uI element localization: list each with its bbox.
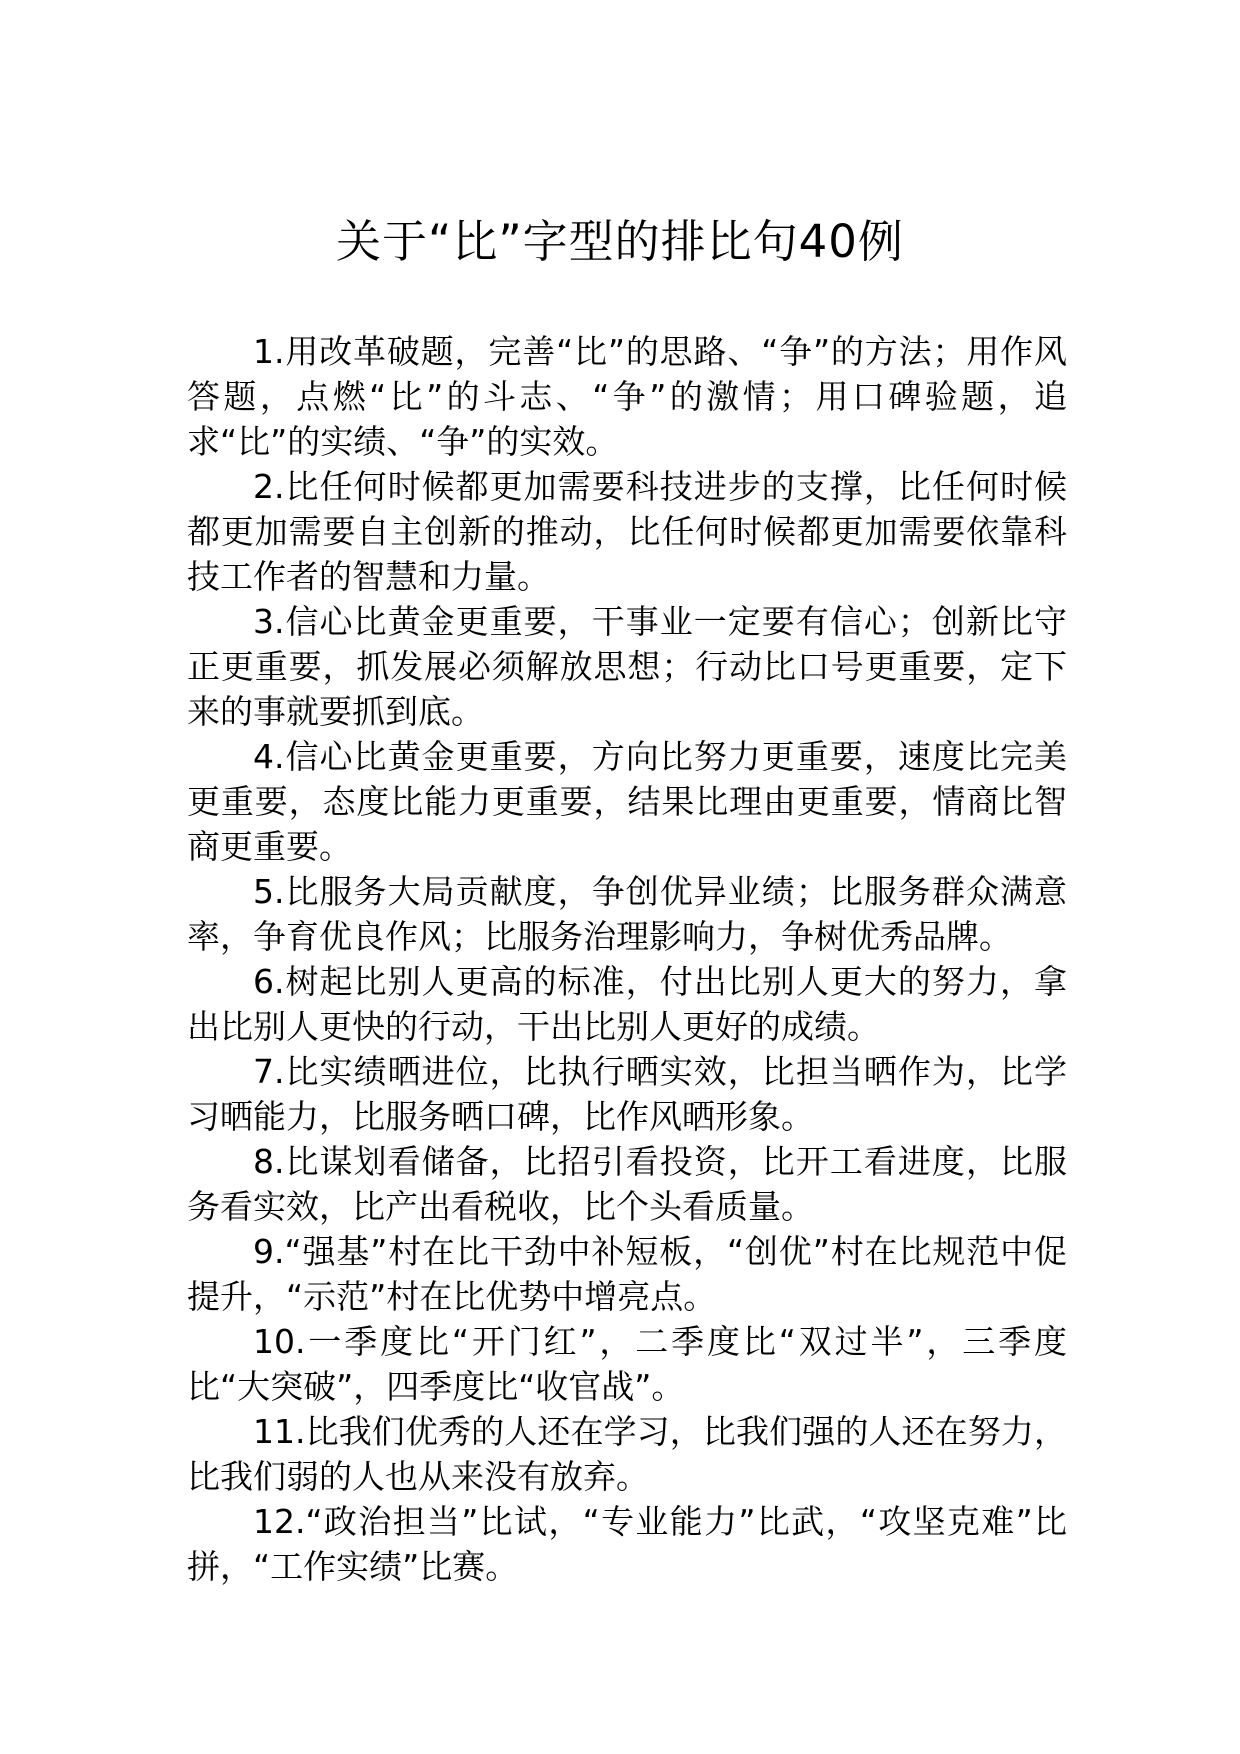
document-body <box>187 329 1067 1589</box>
paragraph-2: 2.比任何时候都更加需要科技进步的支撑，比任何时候都更加需要自主创新的推动，比任何时候都更加需要依靠科技工作者的智慧和力量。 <box>187 467 1067 596</box>
paragraph-12: 12.“政治担当”比试，“专业能力”比武，“攻坚克难”比拼，“工作实绩”比赛。 <box>187 1502 1067 1586</box>
paragraph-9: 9.“强基”村在比干劲中补短板，“创优”村在比规范中促提升，“示范”村在比优势中增亮点。 <box>187 1232 1067 1316</box>
paragraph-5: 5.比服务大局贡献度，争创优异业绩；比服务群众满意率，争育优良作风；比服务治理影响力，争树优秀品牌。 <box>187 872 1067 956</box>
paragraph-1: 1.用改革破题，完善“比”的思路、“争”的方法；用作风答题，点燃“比”的斗志、“争”的激情；用口碑验题，追求“比”的实绩、“争”的实效。 <box>187 332 1067 461</box>
paragraph-10: 10.一季度比“开门红”，二季度比“双过半”，三季度比“大突破”，四季度比“收官战”。 <box>187 1322 1067 1406</box>
paragraph-3: 3.信心比黄金更重要，干事业一定要有信心；创新比守正更重要，抓发展必须解放思想；行动比口号更重要，定下来的事就要抓到底。 <box>187 602 1067 731</box>
paragraph-6: 6.树起比别人更高的标准，付出比别人更大的努力，拿出比别人更快的行动，干出比别人更好的成绩。 <box>187 962 1067 1046</box>
paragraph-7: 7.比实绩晒进位，比执行晒实效，比担当晒作为，比学习晒能力，比服务晒口碑，比作风晒形象。 <box>187 1052 1067 1136</box>
paragraph-8: 8.比谋划看储备，比招引看投资，比开工看进度，比服务看实效，比产出看税收，比个头看质量。 <box>187 1142 1067 1226</box>
paragraph-4: 4.信心比黄金更重要，方向比努力更重要，速度比完美更重要，态度比能力更重要，结果比理由更重要，情商比智商更重要。 <box>187 737 1067 866</box>
paragraph-11: 11.比我们优秀的人还在学习，比我们强的人还在努力，比我们弱的人也从来没有放弃。 <box>187 1412 1067 1496</box>
document-title: 关于“比”字型的排比句40例 <box>336 215 904 268</box>
